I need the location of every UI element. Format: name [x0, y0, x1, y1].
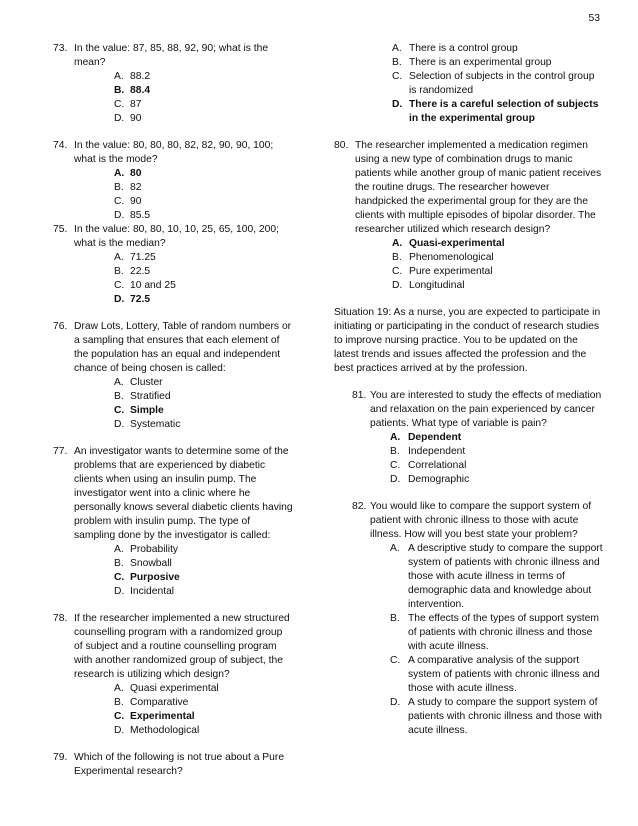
option-b[interactable]: B. Phenomenological [392, 252, 494, 263]
option-a-correct[interactable]: A. Dependent [390, 432, 462, 443]
question-79-options [334, 42, 604, 126]
option-b[interactable]: B. 22.5 [114, 266, 151, 277]
question-78 [53, 612, 293, 738]
question-text: In the value: 80, 80, 80, 82, 82, 90, 90, 100; what is the mode? [74, 140, 274, 165]
option-c[interactable]: C. Selection of subjects in the control group is randomized [392, 71, 595, 96]
question-text: You are interested to study the effects of mediation and relaxation on the pain experienced by cancer patients. What type of variable is pain? [370, 390, 602, 429]
option-b[interactable]: B. There is an experimental group [392, 57, 552, 68]
option-d[interactable]: D. Systematic [114, 419, 181, 430]
question-76 [53, 320, 293, 432]
option-c-correct[interactable]: C. Simple [114, 405, 164, 416]
option-b-correct[interactable]: B. 88.4 [114, 85, 151, 96]
question-text: An investigator wants to determine some of the problems that are experienced by diabetic clients when using an insulin pump. The investigator went into a clinic where he personally knows several diabetic clients having problem with insulin pump. The type of sampling done by the investigator is called: [74, 446, 293, 541]
question-number: 74. [53, 140, 68, 151]
option-d[interactable]: D. 85.5 [114, 210, 151, 221]
question-number: 76. [53, 321, 68, 332]
question-text: Which of the following is not true about a Pure Experimental research? [74, 752, 285, 777]
option-a-correct[interactable]: A. 80 [114, 168, 142, 179]
question-number: 80. [334, 140, 349, 151]
option-b[interactable]: B. Comparative [114, 697, 189, 708]
question-text: In the value: 80, 80, 10, 10, 25, 65, 100, 200; what is the median? [74, 224, 279, 249]
question-number: 75. [53, 224, 68, 235]
option-a[interactable]: A. Cluster [114, 377, 163, 388]
left-column [53, 42, 293, 779]
question-text: You would like to compare the support system of patient with chronic illness to those with acute illness. How will you best state your problem? [370, 501, 592, 540]
question-75 [53, 223, 293, 307]
option-c[interactable]: C. Correlational [390, 460, 467, 471]
option-a[interactable]: A. Probability [114, 544, 179, 555]
question-number: 81. [352, 390, 367, 401]
option-d[interactable]: D. Incidental [114, 586, 175, 597]
option-b[interactable]: B. The effects of the types of support system of patients with chronic illness and those with acute illness. [390, 613, 599, 652]
page-number: 53 [588, 13, 600, 24]
option-d[interactable]: D. Demographic [390, 474, 470, 485]
question-number: 82. [352, 501, 367, 512]
option-a[interactable]: A. There is a control group [392, 43, 518, 54]
option-a[interactable]: A. Quasi experimental [114, 683, 219, 694]
option-b[interactable]: B. Stratified [114, 391, 171, 402]
question-80 [334, 139, 604, 293]
question-79 [53, 751, 293, 779]
option-a[interactable]: A. 88.2 [114, 71, 151, 82]
option-d-correct[interactable]: D. There is a careful selection of subjects in the experimental group [392, 99, 599, 124]
question-82 [334, 500, 604, 738]
question-number: 79. [53, 752, 68, 763]
option-a[interactable]: A. A descriptive study to compare the support system of patients with chronic illness and those with acute illness in terms of demographic data and knowledge about intervention. [390, 543, 603, 610]
question-number: 73. [53, 43, 68, 54]
option-d[interactable]: D. Longitudinal [392, 280, 465, 291]
option-b[interactable]: B. Independent [390, 446, 466, 457]
option-d[interactable]: D. Methodological [114, 725, 200, 736]
option-b[interactable]: B. 82 [114, 182, 142, 193]
situation-19: Situation 19: As a nurse, you are expected to participate in initiating or participating in the conduct of research studies to improve nursing practice. You to be updated on the latest trends and issues affected the profession and the best practices arrived at by the profession. [334, 307, 601, 374]
question-number: 78. [53, 613, 68, 624]
question-74 [53, 139, 293, 223]
option-d[interactable]: D. 90 [114, 113, 142, 124]
question-text: Draw Lots, Lottery, Table of random numbers or a sampling that ensures that each element of the population has an equal and independent chance of being chosen is called: [74, 321, 292, 374]
option-c-correct[interactable]: C. Purposive [114, 572, 180, 583]
question-73 [53, 42, 293, 126]
question-text: In the value: 87, 85, 88, 92, 90; what is the mean? [74, 43, 269, 68]
option-c-correct[interactable]: C. Experimental [114, 711, 195, 722]
question-text: The researcher implemented a medication regimen using a new type of combination drugs to manic patients while another group of manic patient receives the routine drugs. The researcher however handpicked the experimental group for they are the clients with multiple episodes of bipolar disorder. The researcher utilized which research design? [355, 140, 602, 235]
option-d[interactable]: D. A study to compare the support system of patients with chronic illness and those with acute illness. [390, 697, 603, 736]
question-77 [53, 445, 293, 599]
option-c[interactable]: C. Pure experimental [392, 266, 493, 277]
option-a[interactable]: A. 71.25 [114, 252, 156, 263]
question-number: 77. [53, 446, 68, 457]
option-c[interactable]: C. 10 and 25 [114, 280, 176, 291]
option-c[interactable]: C. 87 [114, 99, 142, 110]
right-column [334, 42, 604, 738]
question-81 [334, 389, 604, 487]
option-c[interactable]: C. 90 [114, 196, 142, 207]
option-b[interactable]: B. Snowball [114, 558, 172, 569]
option-a-correct[interactable]: A. Quasi-experimental [392, 238, 505, 249]
question-text: If the researcher implemented a new structured counselling program with a randomized group of subject and a routine counselling program with another randomized group of subject, the research is utilizing which design? [74, 613, 290, 680]
option-c[interactable]: C. A comparative analysis of the support system of patients with chronic illness and those with acute illness. [390, 655, 600, 694]
option-d-correct[interactable]: D. 72.5 [114, 294, 151, 305]
